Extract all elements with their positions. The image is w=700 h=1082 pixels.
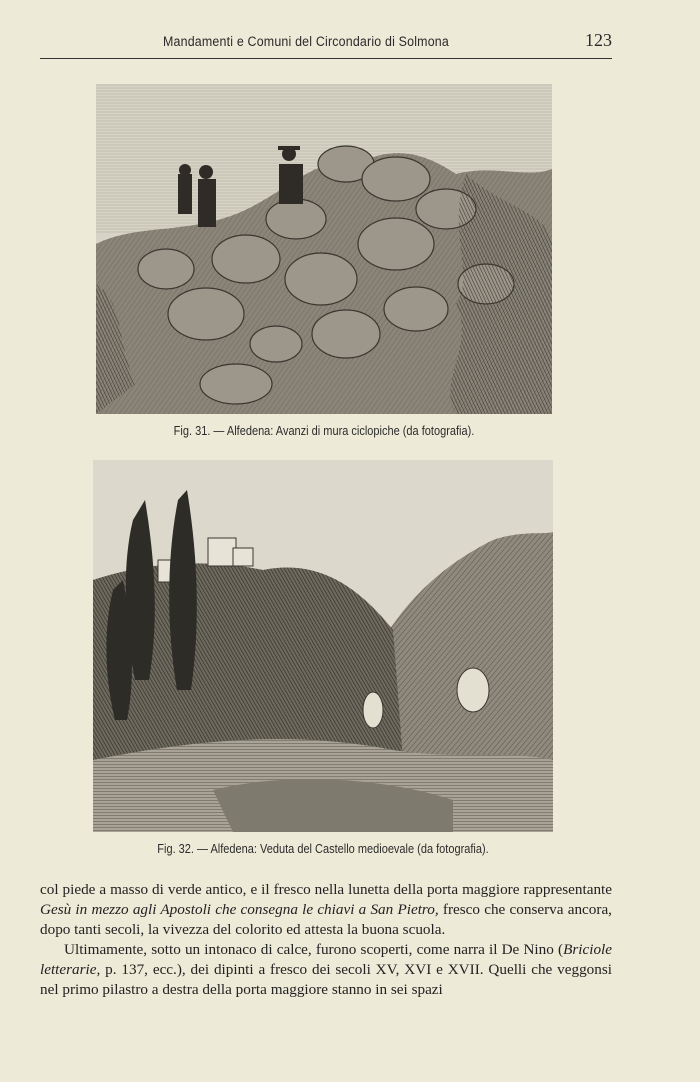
engraving-cyclopean-walls-image — [96, 84, 552, 414]
page-number: 123 — [585, 30, 612, 50]
paragraph-2-italic-title: Briciole letterarie, — [40, 941, 612, 978]
paragraph-1-text-a: col piede a masso di verde antico, e il fresco nella lunetta della porta maggiore rappresentante — [40, 881, 612, 898]
engraving-medieval-castle — [93, 460, 553, 832]
header-rule — [40, 58, 612, 59]
figure-31 — [96, 84, 552, 438]
body-text — [40, 880, 612, 1000]
figure-32-caption: Fig. 32. — Alfedena: Veduta del Castello medioevale (da fotografia). — [157, 842, 489, 856]
paragraph-2 — [40, 940, 612, 1000]
paragraph-1-italic-title: Gesù in mezzo agli Apostoli che consegna le chiavi a San Pietro, — [40, 901, 439, 918]
figure-31-caption: Fig. 31. — Alfedena: Avanzi di mura ciclopiche (da fotografia). — [173, 424, 475, 438]
paragraph-2-text-b: p. 137, ecc.), dei dipinti a fresco dei secoli XV, XVI e XVII. Quelli che veggonsi nel primo pilastro a destra della porta maggiore stanno in sei spazi — [40, 961, 612, 998]
paragraph-1-text-b: fresco che conserva ancora, dopo tanti secoli, la vivezza del colorito ed attesta la buona scuola. — [40, 901, 612, 938]
engraving-cyclopean-walls — [96, 84, 552, 414]
figure-32 — [93, 460, 553, 856]
running-title: Mandamenti e Comuni del Circondario di Solmona — [162, 34, 449, 49]
engraving-medieval-castle-image — [93, 460, 553, 832]
paragraph-2-text-a: Ultimamente, sotto un intonaco di calce, furono scoperti, come narra il De Nino ( — [64, 941, 564, 958]
paragraph-1 — [40, 880, 612, 940]
running-header — [40, 30, 612, 60]
